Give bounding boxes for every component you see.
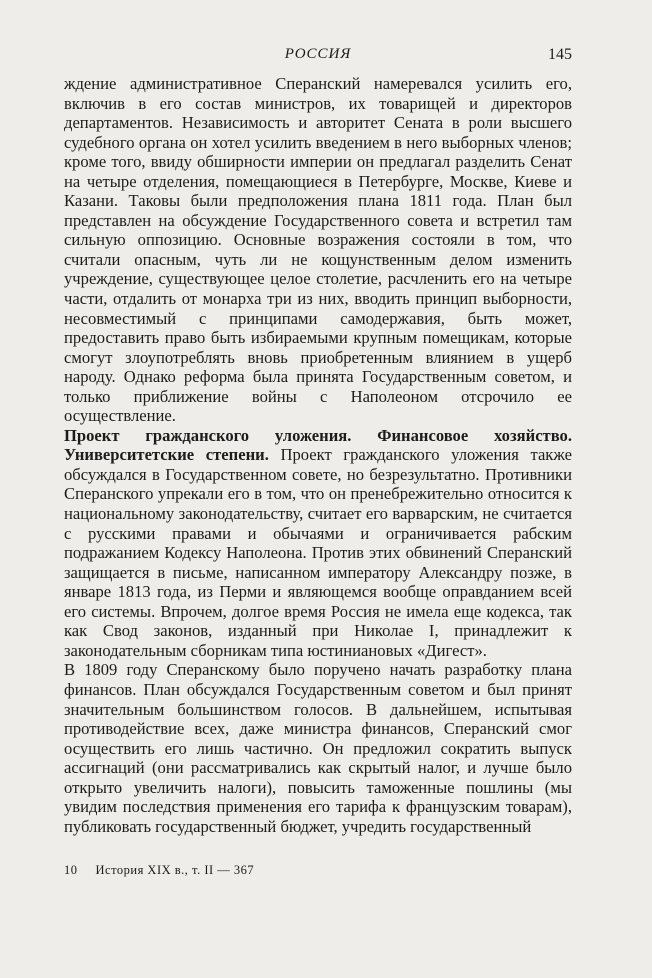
paragraph-2-text: Проект гражданского уложения также обсуждался в Государственном совете, но безрезультатно. Противники Сперанского упрекали его в том, что он пренебрежительно относится к национальному законодательству, считает его варварским, не считается с русскими правами и обычаями и ограничивается рабским подражанием Кодексу Наполеона. Против этих обвинений Сперанский защищается в письме, написанном императору Александру позже, в январе 1813 года, из Перми и являющемся вообще оправданием всей его системы. Впрочем, долгое время Россия не имела еще кодекса, так как Свод законов, изданный при Николае I, принадлежит к законодательным сборникам типа юстиниановых «Дигест». (64, 445, 572, 660)
paragraph-3: В 1809 году Сперанскому было поручено начать разработку плана финансов. План обсуждался Государственным советом и был принят значительным большинством голосов. В дальнейшем, испытывая противодействие всех, даже министра финансов, Сперанский смог осуществить его лишь частично. Он предложил сократить выпуск ассигнаций (они рассматривались как скрытый налог, и лучше было открыто увеличить налоги), повысить таможенные пошлины (мы увидим последствия применения его тарифа к французским товарам), публиковать государственный бюджет, учредить государственный (64, 660, 572, 836)
signature-number: 10 (64, 863, 78, 877)
page-number: 145 (548, 46, 572, 63)
printer-signature (64, 863, 572, 878)
paragraph-2 (64, 426, 572, 661)
running-head (64, 46, 572, 66)
body-text (64, 74, 572, 836)
section-subheading: Проект гражданского уложения. Финансовое хозяйство. Университетские степени. (64, 425, 572, 465)
paragraph-1: ждение административное Сперанский намеревался усилить его, включив в его состав министров, их товарищей и директоров департаментов. Независимость и авторитет Сената в роли высшего судебного органа он хотел усилить введением в него выборных членов; кроме того, ввиду обширности империи он предлагал разделить Сенат на четыре отделения, помещающиеся в Петербурге, Москве, Киеве и Казани. Таковы были предположения плана 1811 года. План был представлен на обсуждение Государственного совета и встретил там сильную оппозицию. Основные возражения состояли в том, что считали опасным, чуть ли не кощунственным делом изменить учреждение, существующее целое столетие, расчленить его на четыре части, отдалить от монарха три из них, вводить принцип выборности, несовместимый с принципами самодержавия, быть может, предоставить право быть избираемыми крупным помещикам, которые смогут злоупотреблять вновь приобретенным влиянием в ущерб народу. Однако реформа была принята Государственным советом, и только приближение войны с Наполеоном отсрочило ее осуществление. (64, 74, 572, 426)
running-title: РОССИЯ (284, 46, 352, 62)
signature-text: История XIX в., т. II — 367 (95, 863, 255, 877)
